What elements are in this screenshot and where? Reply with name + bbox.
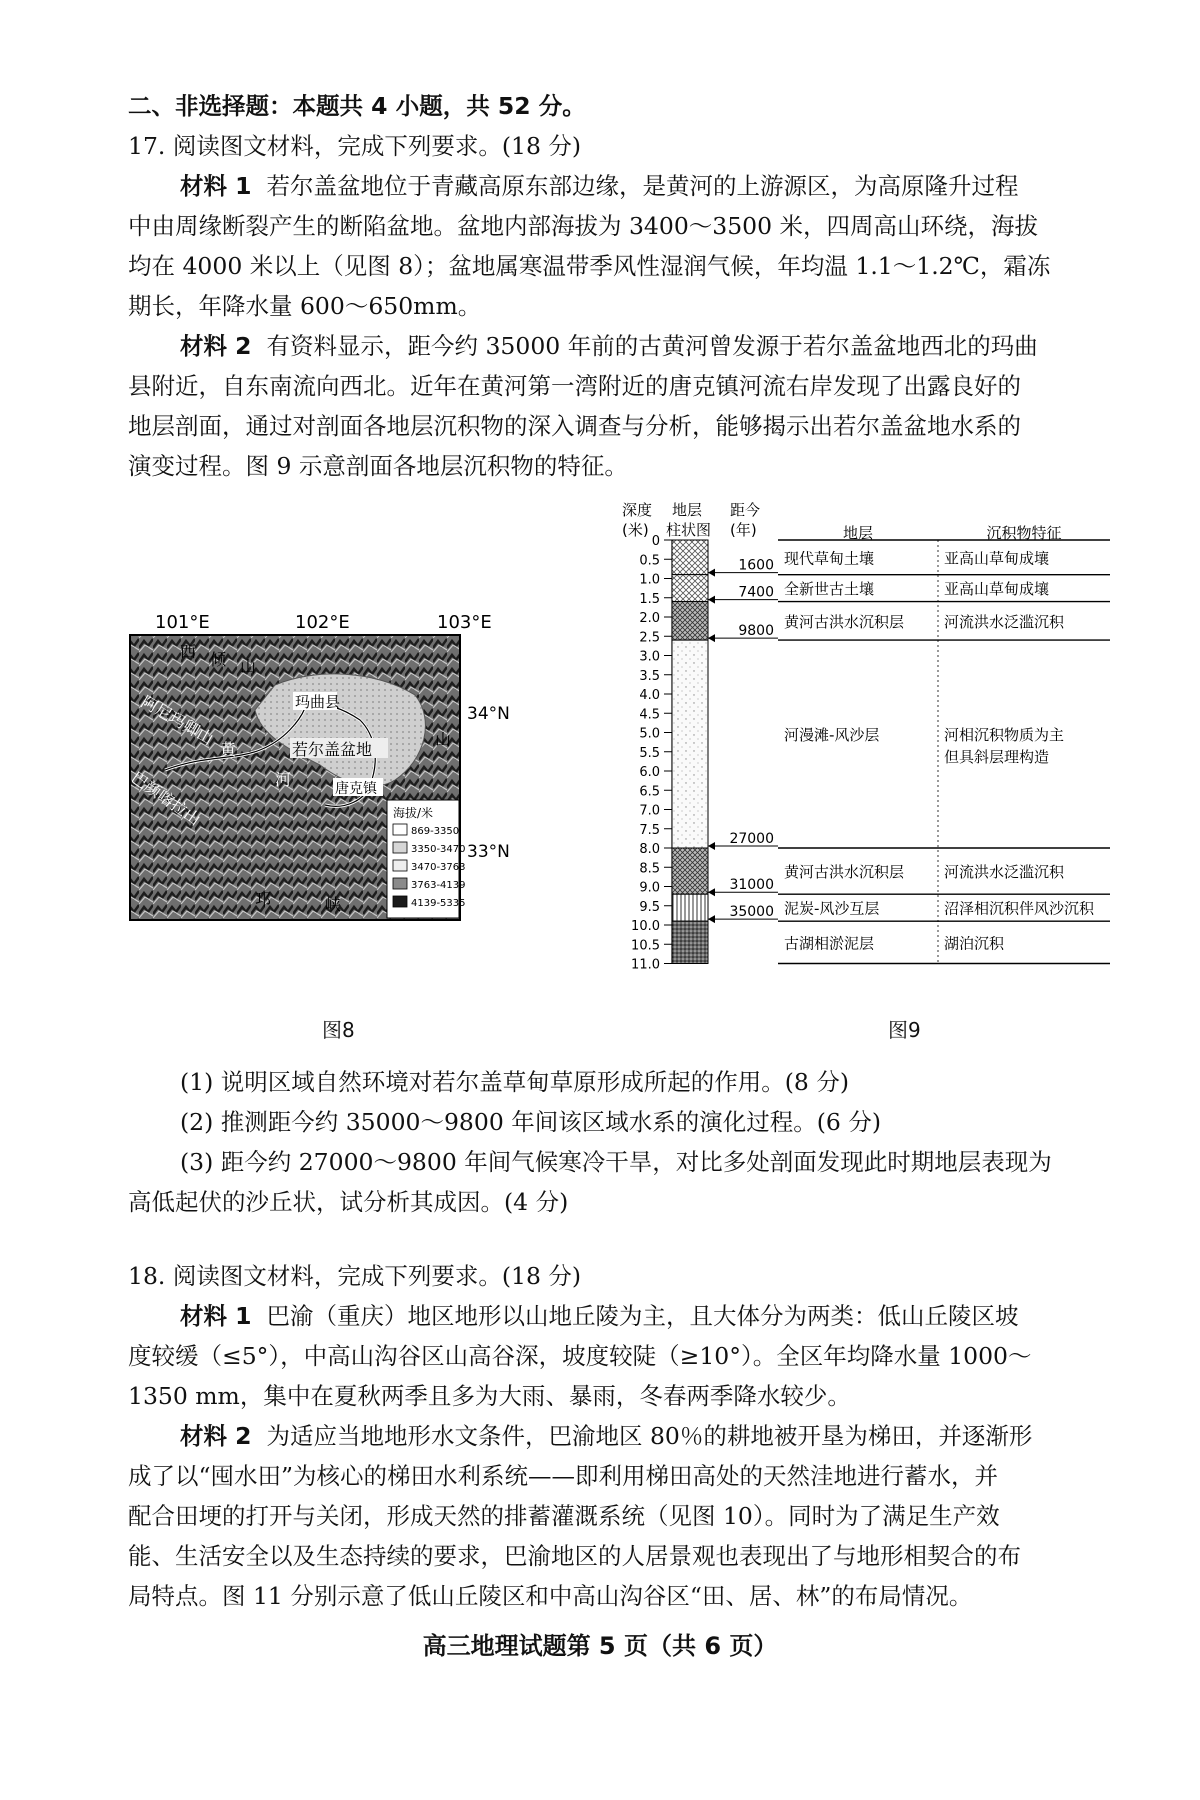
header-column: 地层 [672,501,703,519]
depth-tick-label: 4.5 [639,707,660,723]
q17-m2-line-1: 材料 2 有资料显示，距今约 35000 年前的古黄河曾发源于若尔盖盆地西北的玛曲 [180,332,1038,360]
depth-tick-label: 9.0 [639,880,660,896]
age-label: 27000 [729,831,774,847]
q18-m1-line-2: 度较缓（≤5°），中高山沟谷区山高谷深，坡度较陡（≥10°）。全区年均降水量 1000～ [128,1342,1032,1370]
q18-m2-line-2: 成了以“囤水田”为核心的梯田水利系统——即利用梯田高处的天然洼地进行蓄水，并 [128,1462,999,1490]
lon-label-101: 101°E [155,612,210,633]
legend-swatch [393,896,407,907]
depth-tick-label: 2.5 [639,630,660,646]
layer-feature: 河流洪水泛滥沉积 [944,863,1065,882]
age-marker-arrow [708,569,715,577]
q17-header: 17. 阅读图文材料，完成下列要求。(18 分) [128,132,582,160]
age-label: 9800 [738,623,774,640]
q18-m2-line-1: 材料 2 为适应当地地形水文条件，巴渝地区 80％的耕地被开垦为梯田，并逐渐形 [180,1422,1033,1450]
layer-feature: 河流洪水泛滥沉积 [944,612,1065,631]
lon-label-103: 103°E [437,612,492,633]
legend-swatch [393,824,407,835]
q18-m2-line-5: 局特点。图 11 分别示意了低山丘陵区和中高山沟谷区“田、居、林”的布局情况。 [128,1582,973,1610]
age-marker-arrow [708,634,715,642]
layer-name: 古湖相淤泥层 [784,934,875,953]
depth-tick-label: 5.0 [639,726,660,742]
layer-feature: 但具斜层理构造 [944,748,1050,767]
place-label-tangke: 唐克镇 [335,781,377,797]
place-label-animaqing: 阿尼玛卿山 [138,692,217,749]
place-label: 峡 [325,895,342,914]
depth-tick-label: 0 [651,534,660,549]
age-label: 7400 [738,584,774,601]
layer-name: 河漫滩-风沙层 [784,726,880,745]
depth-tick-label: 9.5 [639,899,660,915]
depth-tick-label: 6.0 [639,765,660,780]
q17-m2-line-4: 演变过程。图 9 示意剖面各地层沉积物的特征。 [128,452,628,480]
legend-label: 869-3350 [411,826,460,837]
age-marker-arrow [708,596,715,604]
table-header-feature: 沉积物特征 [986,524,1062,542]
place-label: 倾 [210,650,227,669]
q17-question-2: (2) 推测距今约 35000～9800 年间该区域水系的演化过程。(6 分) [180,1108,882,1136]
lon-label-102: 102°E [295,612,350,633]
q17-m1-label: 材料 1 [180,172,252,200]
strata-column-layer [672,921,708,963]
legend-title: 海拔/米 [393,806,434,820]
q18-m1-label: 材料 1 [180,1302,252,1330]
layer-feature: 河相沉积物质为主 [944,726,1065,745]
depth-tick-label: 7.5 [639,822,660,838]
strata-column-layer [672,602,708,641]
header-age-unit: (年) [730,521,757,539]
layer-name: 黄河古洪水沉积层 [784,612,905,631]
legend-swatch [393,878,407,889]
depth-tick-label: 8.5 [639,861,660,877]
q17-m2-label: 材料 2 [180,332,252,360]
section-title: 二、非选择题：本题共 4 小题，共 52 分。 [128,92,586,120]
strata-column-layer [672,575,708,602]
figure-8-map [125,610,575,930]
depth-tick-label: 3.5 [639,668,660,684]
depth-tick-label: 10.5 [631,938,660,954]
page-footer: 高三地理试题第 5 页（共 6 页） [422,1632,778,1660]
depth-tick-label: 5.5 [639,745,660,761]
lat-label-33: 33°N [467,842,510,862]
depth-tick-label: 0.5 [639,553,660,569]
place-label: 黄 [220,740,237,759]
lat-label-34: 34°N [467,704,510,724]
q17-m1-line-1: 材料 1 若尔盖盆地位于青藏高原东部边缘，是黄河的上游源区，为高原隆升过程 [180,172,1019,200]
age-label: 1600 [738,557,774,574]
layer-name: 现代草甸土壤 [784,549,875,568]
legend-label: 4139-5335 [411,898,466,909]
figure-9-stratigraphy [620,500,1120,1010]
place-label-maqu: 玛曲县 [295,693,341,711]
place-label: 西 [180,642,197,661]
place-label-ruoergai: 若尔盖盆地 [292,740,373,759]
q17-question-1: (1) 说明区域自然环境对若尔盖草甸草原形成所起的作用。(8 分) [180,1068,850,1096]
layer-name: 泥炭-风沙互层 [784,899,880,918]
depth-tick-label: 11.0 [631,957,660,973]
place-label: 邛 [255,890,272,909]
legend-swatch [393,842,407,853]
header-age: 距今 [730,501,761,519]
age-marker-arrow [708,915,715,923]
figure-9-caption: 图9 [888,1018,921,1042]
table-header-layer: 地层 [842,524,874,542]
layer-feature: 亚高山草甸成壤 [944,580,1050,599]
q17-question-3: (3) 距今约 27000～9800 年间气候寒冷干旱，对比多处剖面发现此时期地层表现为 [180,1148,1052,1176]
q18-m1-line-3: 1350 mm，集中在夏秋两季且多为大雨、暴雨，冬春两季降水较少。 [128,1382,851,1410]
q17-m2-line-2: 县附近，自东南流向西北。近年在黄河第一湾附近的唐克镇河流右岸发现了出露良好的 [128,372,1021,400]
legend-label: 3350-3470 [411,844,466,855]
layer-feature: 沼泽相沉积伴风沙沉积 [944,899,1095,918]
depth-tick-label: 7.0 [639,803,660,819]
depth-tick-label: 1.0 [639,572,660,588]
header-column2: 柱状图 [666,521,712,539]
figure-8-caption: 图8 [322,1018,355,1042]
place-label: 河 [275,770,292,789]
depth-tick-label: 4.0 [639,688,660,703]
depth-tick-label: 6.5 [639,784,660,800]
layer-feature: 亚高山草甸成壤 [944,549,1050,568]
legend-swatch [393,860,407,871]
q17-m2-line-3: 地层剖面，通过对剖面各地层沉积物的深入调查与分析，能够揭示出若尔盖盆地水系的 [128,412,1021,440]
strata-column-layer [672,540,708,575]
q18-m1-line-1: 材料 1 巴渝（重庆）地区地形以山地丘陵为主，且大体分为两类：低山丘陵区坡 [180,1302,1019,1330]
q18-m2-line-4: 能、生活安全以及生态持续的要求，巴渝地区的人居景观也表现出了与地形相契合的布 [128,1542,1021,1570]
depth-tick-label: 3.0 [639,649,660,665]
q17-m1-line-3: 均在 4000 米以上（见图 8）；盆地属寒温带季风性湿润气候，年均温 1.1～1.2℃，霜冻 [128,252,1051,280]
depth-tick-label: 10.0 [631,919,660,934]
place-label: 山 [435,730,452,749]
q17-m1-line-2: 中由周缘断裂产生的断陷盆地。盆地内部海拔为 3400～3500 米，四周高山环绕，海拔 [128,212,1039,240]
q18-m2-line-3: 配合田埂的打开与关闭，形成天然的排蓄灌溉系统（见图 10）。同时为了满足生产效 [128,1502,1000,1530]
legend-label: 3470-3763 [411,862,466,873]
strata-column-layer [672,848,708,894]
q17-m1-line-4: 期长，年降水量 600～650mm。 [128,292,482,320]
q18-header: 18. 阅读图文材料，完成下列要求。(18 分) [128,1262,582,1290]
header-depth: 深度 [622,501,653,519]
place-label: 山 [240,657,257,676]
legend-label: 3763-4139 [411,880,466,891]
q18-m2-label: 材料 2 [180,1422,252,1450]
depth-tick-label: 8.0 [639,842,660,857]
layer-name: 全新世古土壤 [784,580,875,599]
layer-name: 黄河古洪水沉积层 [784,863,905,882]
header-depth-unit: (米) [622,521,649,539]
strata-column-layer [672,894,708,921]
q17-question-3-cont: 高低起伏的沙丘状，试分析其成因。(4 分) [128,1188,569,1216]
depth-tick-label: 2.0 [639,611,660,626]
depth-tick-label: 1.5 [639,591,660,607]
age-marker-arrow [708,888,715,896]
place-label-bayankala: 巴颜喀拉山 [127,767,205,830]
strata-column-layer [672,640,708,848]
age-marker-arrow [708,842,715,850]
layer-feature: 湖泊沉积 [944,934,1005,953]
age-label: 35000 [729,904,774,921]
elevation-legend [387,800,466,918]
age-label: 31000 [729,877,774,894]
